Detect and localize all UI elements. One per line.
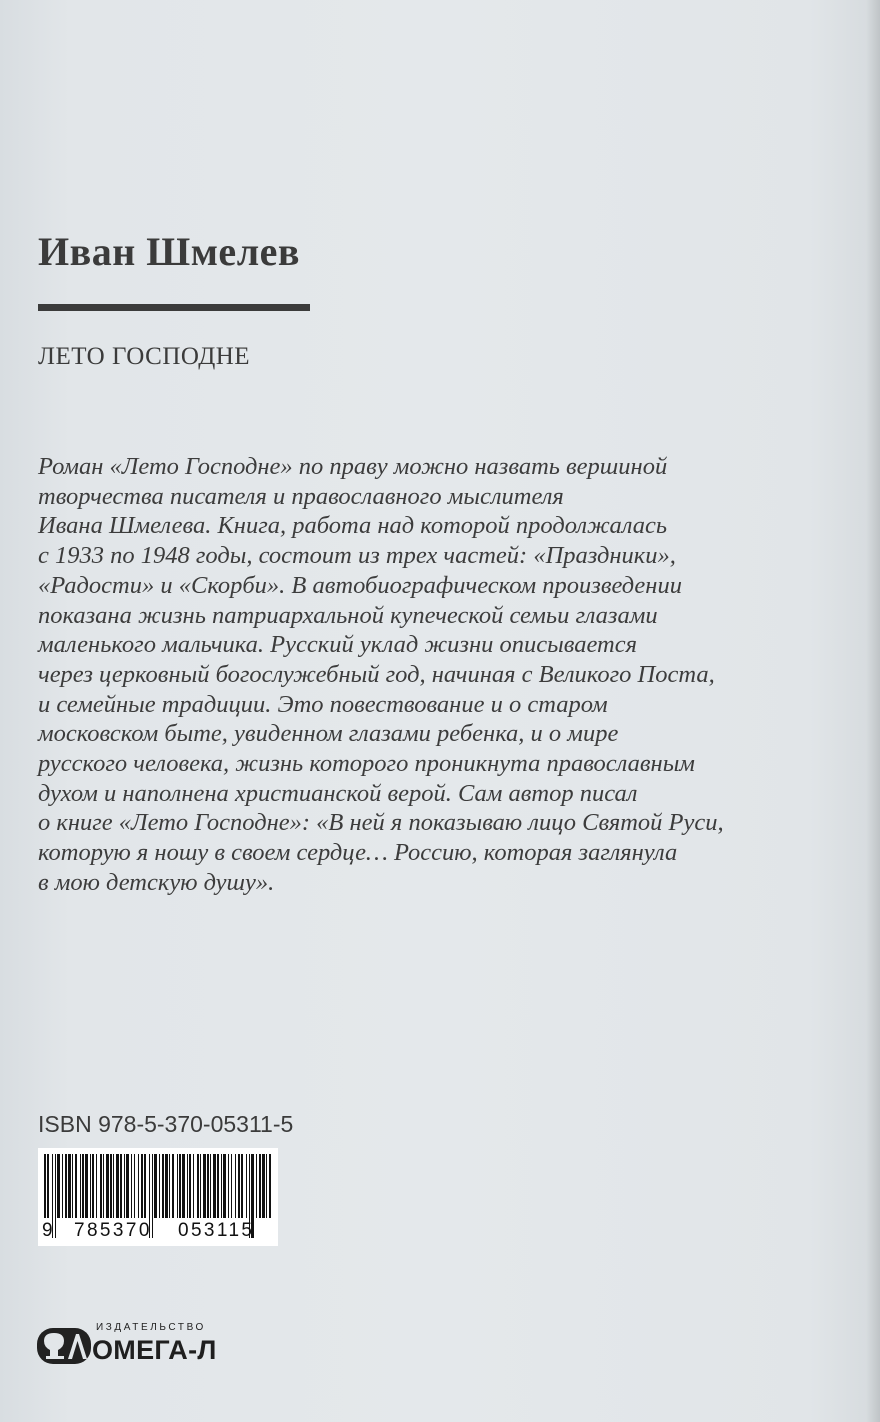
barcode-bar <box>152 1154 153 1238</box>
cover-edge-shadow <box>866 0 880 1422</box>
barcode-bar <box>75 1154 77 1218</box>
barcode-bar <box>100 1154 102 1218</box>
barcode-bar <box>134 1154 135 1218</box>
barcode-bar <box>90 1154 91 1218</box>
barcode-bar <box>92 1154 94 1218</box>
barcode-bar <box>235 1154 236 1218</box>
barcode-bar <box>103 1154 104 1218</box>
barcode-bar <box>113 1154 114 1218</box>
annotation-line: творчества писателя и православного мыслителя <box>38 482 564 510</box>
barcode-bar <box>169 1154 170 1218</box>
barcode-bar <box>197 1154 199 1218</box>
barcode-bar <box>55 1154 56 1238</box>
barcode-bar <box>85 1154 88 1218</box>
barcode-bar <box>221 1154 222 1218</box>
annotation-line: русского человека, жизнь которого проникнута православным <box>38 750 695 778</box>
annotation-line: о книге «Лето Господне»: «В ней я показываю лицо Святой Руси, <box>38 809 724 837</box>
barcode-bar <box>141 1154 143 1218</box>
barcode-digit-first: 9 <box>42 1220 53 1241</box>
barcode-bar <box>80 1154 81 1218</box>
barcode-bar <box>189 1154 191 1218</box>
barcode-bar <box>182 1154 185 1218</box>
barcode-bar <box>179 1154 181 1218</box>
barcode-bar <box>259 1154 261 1218</box>
barcode-bar <box>231 1154 232 1218</box>
isbn-number: ISBN 978-5-370-05311-5 <box>38 1111 294 1137</box>
publisher-label: ИЗДАТЕЛЬСТВО <box>96 1322 206 1333</box>
barcode-bar <box>187 1154 188 1218</box>
barcode-digits-left: 785370 <box>74 1220 152 1241</box>
barcode-bar <box>246 1154 247 1218</box>
barcode <box>38 1148 278 1246</box>
author-name: Иван Шмелев <box>38 229 300 274</box>
barcode-bar <box>72 1154 73 1218</box>
barcode-bar <box>126 1154 129 1218</box>
barcode-digits-right: 053115 <box>178 1220 255 1241</box>
barcode-bar <box>124 1154 125 1218</box>
barcode-bar <box>200 1154 201 1218</box>
annotation-line: маленького мальчика. Русский уклад жизни описывается <box>38 631 637 659</box>
annotation-line: показана жизнь патриархальной купеческой семьи глазами <box>38 601 658 629</box>
barcode-bar <box>144 1154 146 1218</box>
barcode-bar <box>177 1154 178 1218</box>
barcode-bar <box>82 1154 84 1218</box>
annotation-line: с 1933 по 1948 годы, состоит из трех частей: «Праздники», <box>38 542 676 570</box>
barcode-bar <box>241 1154 243 1218</box>
barcode-bar <box>62 1154 63 1218</box>
barcode-bar <box>256 1154 257 1218</box>
book-title: ЛЕТО ГОСПОДНЕ <box>38 343 251 370</box>
barcode-bar <box>213 1154 216 1218</box>
barcode-bar <box>165 1154 168 1218</box>
title-divider <box>38 304 310 311</box>
barcode-bar <box>210 1154 211 1218</box>
annotation-line: Роман «Лето Господне» по праву можно назвать вершиной <box>38 453 668 480</box>
barcode-bar <box>96 1154 97 1218</box>
barcode-bar <box>131 1154 132 1218</box>
annotation-text <box>38 452 758 898</box>
barcode-bar <box>217 1154 219 1218</box>
publisher-logo <box>36 1322 226 1368</box>
publisher-name: ОМЕГА-Л <box>92 1335 217 1365</box>
barcode-bar <box>207 1154 209 1218</box>
barcode-bar <box>159 1154 160 1218</box>
annotation-line: московском быте, увиденном глазами ребенка, и о мире <box>38 720 619 748</box>
barcode-bar <box>228 1154 229 1218</box>
barcode-bar <box>47 1154 49 1218</box>
annotation-line: через церковный богослужебный год, начиная с Великого Поста, <box>38 660 715 688</box>
barcode-bar <box>223 1154 226 1218</box>
barcode-bar <box>172 1154 174 1218</box>
annotation-line: которую я ношу в своем сердце… Россию, которая заглянула <box>38 839 678 867</box>
barcode-bar <box>116 1154 119 1218</box>
barcode-bar <box>57 1154 60 1218</box>
barcode-bar <box>203 1154 206 1218</box>
barcode-bar <box>106 1154 109 1218</box>
annotation-line: духом и наполнена христианской верой. Сам автор писал <box>38 779 638 807</box>
barcode-bar <box>269 1154 271 1218</box>
barcode-bar <box>120 1154 122 1218</box>
barcode-bar <box>262 1154 265 1218</box>
barcode-bar <box>110 1154 112 1218</box>
omega-l-logo-icon <box>36 1326 92 1366</box>
annotation-line: Ивана Шмелева. Книга, работа над которой продолжалась <box>38 512 668 540</box>
annotation-line: и семейные традиции. Это повествование и о старом <box>38 690 608 718</box>
barcode-bar <box>266 1154 267 1218</box>
barcode-bar <box>68 1154 71 1218</box>
barcode-bar <box>44 1154 46 1218</box>
annotation-line: «Радости» и «Скорби». В автобиографическом произведении <box>38 571 682 599</box>
barcode-bar <box>65 1154 67 1218</box>
annotation-line: в мою детскую душу». <box>38 868 275 896</box>
barcode-bar <box>154 1154 157 1218</box>
barcode-bar <box>238 1154 240 1218</box>
barcode-bar <box>138 1154 139 1218</box>
barcode-bar <box>193 1154 194 1218</box>
barcode-bar <box>162 1154 164 1218</box>
